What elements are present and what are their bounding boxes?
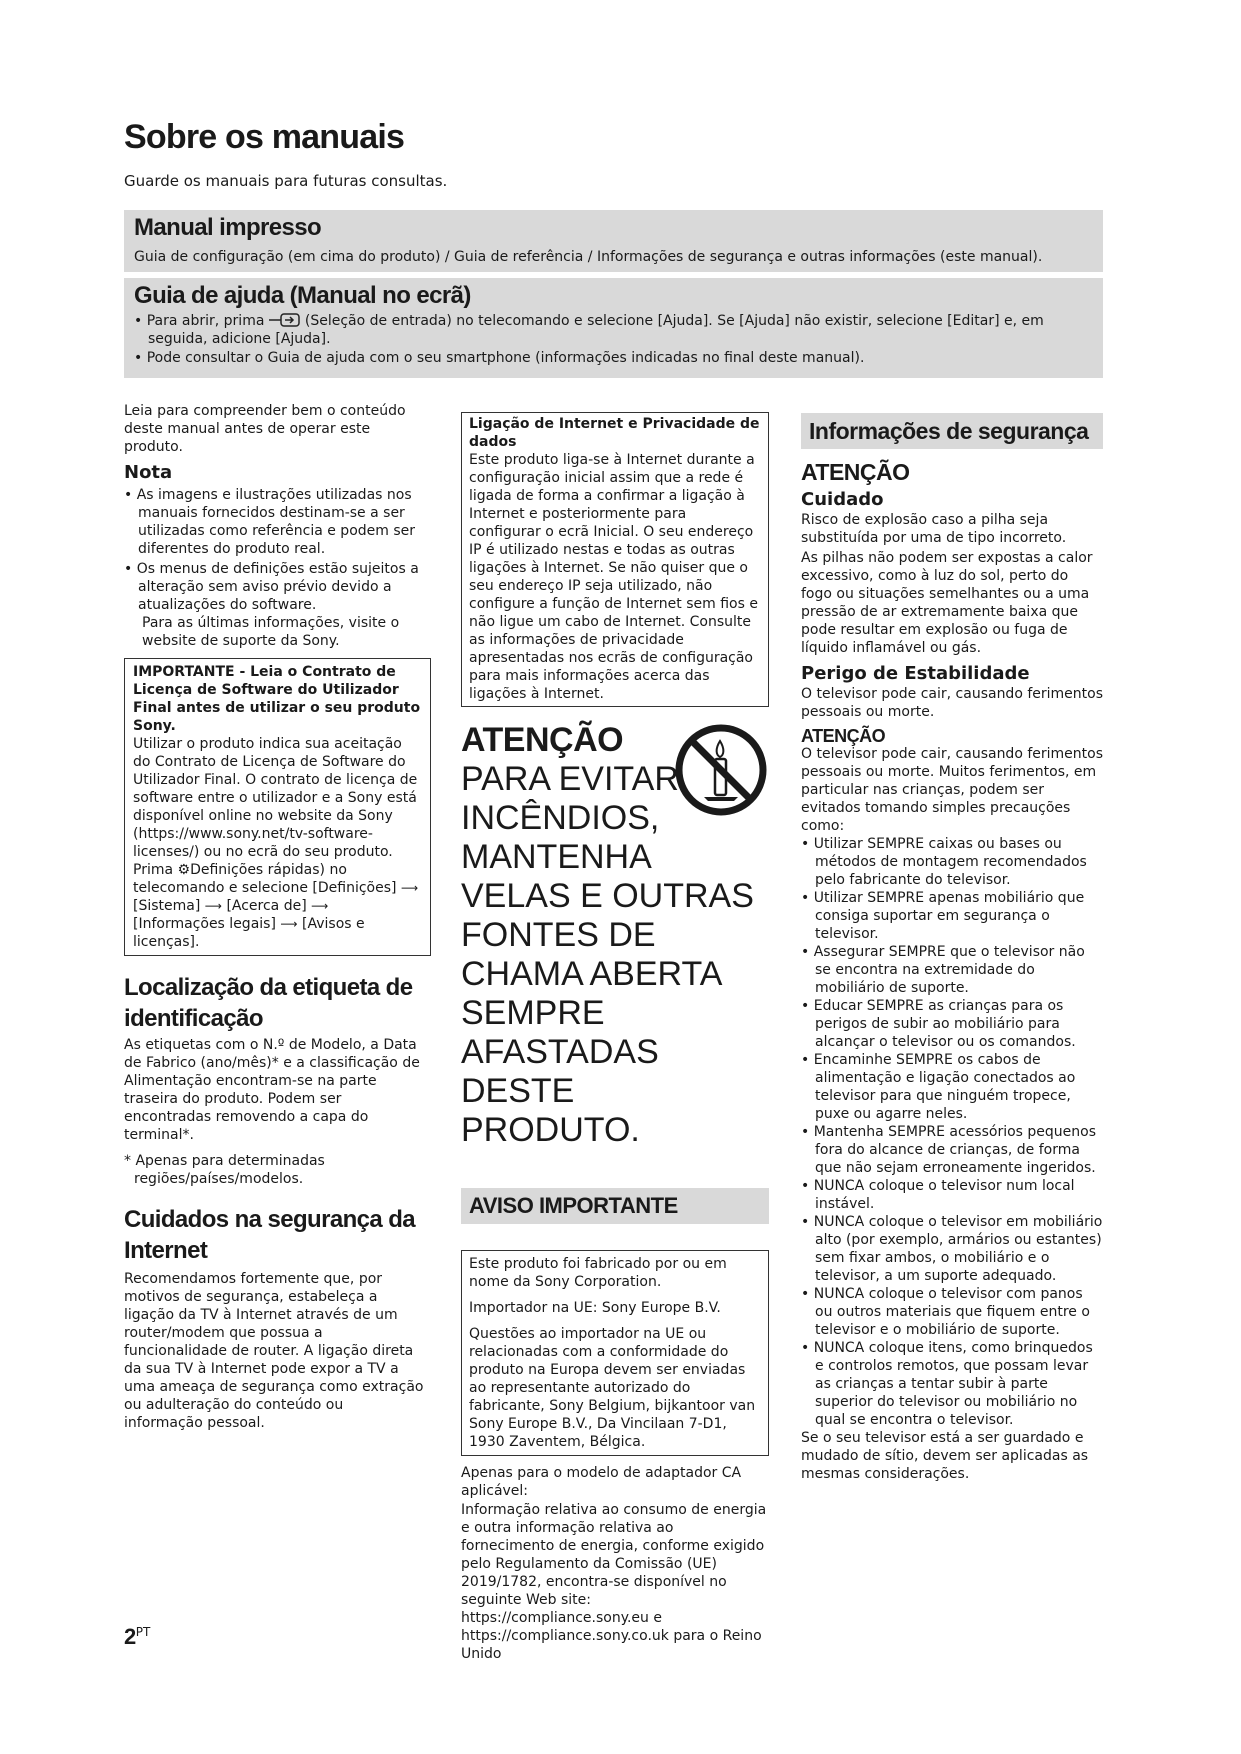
- list-item: • Educar SEMPRE as crianças para os perigos de subir ao mobiliário para alcançar o televisor ou os comandos.: [801, 997, 1103, 1051]
- page-subtitle: Guarde os manuais para futuras consultas.: [124, 172, 448, 190]
- arrow-icon: ⟶: [280, 917, 298, 931]
- license-box: [124, 658, 431, 956]
- page-number: [124, 1624, 150, 1650]
- help-guide-band: [124, 278, 1103, 378]
- list-item: • NUNCA coloque o televisor em mobiliário alto (por exemplo, armários ou estantes) sem fixar ambos, o mobiliário e o televisor, a um suporte adequado.: [801, 1213, 1103, 1285]
- list-item: • NUNCA coloque itens, como brinquedos e controlos remotos, que possam levar as crianças a tentar subir à parte superior do televisor ou mobiliário no qual se encontra o televisor.: [801, 1339, 1103, 1429]
- help-bullet-open: • Para abrir, prima (Seleção de entrada) no telecomando e selecione [Ajuda]. Se [Ajuda] não existir, selecione [Editar] e, em seguida, adicione [Ajuda].: [134, 312, 1089, 348]
- label-location-text: As etiquetas com o N.º de Modelo, a Data de Fabrico (ano/mês)* e a classificação de Alimentação encontram-se na parte traseira do produto. Podem ser encontradas removendo a capa do terminal*.: [124, 1037, 420, 1143]
- list-item: • Encaminhe SEMPRE os cabos de alimentação e ligação conectados ao televisor para que ninguém tropece, puxe ou agarre neles.: [801, 1051, 1103, 1123]
- gear-icon: ⚙: [177, 862, 191, 878]
- column-3: [801, 413, 1103, 1483]
- closing-text: Se o seu televisor está a ser guardado e mudado de sítio, devem ser aplicadas as mesmas considerações.: [801, 1430, 1089, 1482]
- stability-heading: Perigo de Estabilidade: [801, 663, 1030, 684]
- column-2: [461, 412, 769, 1663]
- adapter-text-1: Apenas para o modelo de adaptador CA aplicável:: [461, 1465, 742, 1499]
- input-select-icon: [269, 312, 305, 328]
- arrow-icon: ⟶: [400, 881, 419, 895]
- page-number-value: 2: [124, 1624, 136, 1649]
- warning-text-2: O televisor pode cair, causando ferimentos pessoais ou morte. Muitos ferimentos, em particular nas crianças, podem ser evitados tomando simples precauções como:: [801, 746, 1103, 834]
- caution-text-2: As pilhas não podem ser expostas a calor excessivo, como à luz do sol, perto do fogo ou situações semelhantes ou a uma pressão de ar extremamente baixa que pode resultar em explosão ou fuga de líquido inflamável ou gás.: [801, 550, 1093, 656]
- caution-text-1: Risco de explosão caso a pilha seja substituída por uma de tipo incorreto.: [801, 512, 1067, 546]
- list-item: • NUNCA coloque o televisor num local instável.: [801, 1177, 1103, 1213]
- privacy-heading: Ligação de Internet e Privacidade de dados: [469, 416, 760, 450]
- page-number-lang: PT: [135, 1625, 151, 1639]
- important-notice-heading: AVISO IMPORTANTE: [469, 1193, 678, 1218]
- label-location-footnote: * Apenas para determinadas regiões/países/modelos.: [124, 1153, 325, 1187]
- warning-label-2: ATENÇÃO: [801, 726, 886, 746]
- importer-text-2: Importador na UE: Sony Europe B.V.: [469, 1300, 721, 1316]
- help-bullet-smartphone: • Pode consultar o Guia de ajuda com o seu smartphone (informações indicadas no final deste manual).: [134, 349, 1089, 367]
- list-item: • Assegurar SEMPRE que o televisor não se encontra na extremidade do mobiliário de suporte.: [801, 943, 1103, 997]
- column-1: [124, 402, 424, 1432]
- internet-safety-text: Recomendamos fortemente que, por motivos de segurança, estabeleça a ligação da TV à Internet através de um router/modem que possua a funcionalidade de router. A ligação direta da sua TV à Internet pode expor a TV a uma ameaça de segurança como extração ou adulteração do conteúdo ou informação pessoal.: [124, 1271, 424, 1431]
- list-item: • Mantenha SEMPRE acessórios pequenos fora do alcance de crianças, de forma que não sejam erroneamente ingeridos.: [801, 1123, 1103, 1177]
- privacy-text: Este produto liga-se à Internet durante a configuração inicial assim que a rede é ligada de forma a confirmar a ligação à Internet e posteriormente para configurar o ecrã Inicial. O seu endereço IP é utilizado nestas e todas as outras ligações à Internet. Se não quiser que o seu endereço IP seja utilizado, não configure a função de Internet sem fios e não ligue um cabo de Internet. Consulte as informações de privacidade apresentadas nos ecrãs de configuração para mais informações acerca das ligações à Internet.: [469, 452, 758, 702]
- internet-safety-heading: Cuidados na segurança da Internet: [124, 1206, 416, 1264]
- importer-text-3: Questões ao importador na UE ou relacionadas com a conformidade do produto na Europa devem ser enviadas ao representante autorizado do fabricante, Sony Belgium, bijkantoor van Sony Europe B.V., Da Vincilaan 7-D1, 1930 Zaventem, Bélgica.: [469, 1326, 756, 1450]
- stability-text: O televisor pode cair, causando ferimentos pessoais ou morte.: [801, 686, 1103, 720]
- safety-info-band: [801, 413, 1103, 449]
- safety-info-heading: Informações de segurança: [809, 418, 1089, 444]
- page-title: Sobre os manuais: [124, 118, 405, 156]
- no-candle-icon: [674, 723, 768, 817]
- printed-manual-heading: Manual impresso: [134, 214, 322, 241]
- adapter-text-2: Informação relativa ao consumo de energia e outra informação relativa ao fornecimento de energia, conforme exigido pelo Regulamento da Comissão (UE) 2019/1782, encontra-se disponível no seguinte Web site: https://compliance.sony.eu e https://compliance.sony.co.uk para o Reino Unido: [461, 1502, 767, 1662]
- caution-heading: Cuidado: [801, 489, 884, 510]
- list-item: • NUNCA coloque o televisor com panos ou outros materiais que fiquem entre o televisor e o mobiliário de suporte.: [801, 1285, 1103, 1339]
- importer-text-1: Este produto foi fabricado por ou em nome da Sony Corporation.: [469, 1256, 727, 1290]
- intro-text: Leia para compreender bem o conteúdo deste manual antes de operar este produto.: [124, 403, 406, 455]
- fire-warning: [461, 721, 769, 1150]
- arrow-icon: ⟶: [311, 899, 329, 913]
- note-heading: Nota: [124, 462, 173, 483]
- warning-label: ATENÇÃO: [801, 459, 910, 485]
- license-text: Utilizar o produto indica sua aceitação do Contrato de Licença de Software do Utilizador Final. O contrato de licença de software entre o utilizador e a Sony está disponível online no website da Sony (https://www.sony.net/tv-software-licenses/) ou no ecrã do seu produto. Prima ⚙Definições rápidas) no telecomando e selecione [Definições] ⟶ [Sistema] ⟶ [Acerca de] ⟶ [Informações legais] ⟶ [Avisos e licenças].: [133, 736, 419, 950]
- important-notice-band: [461, 1188, 769, 1224]
- privacy-box: [461, 412, 769, 707]
- printed-manual-text: Guia de configuração (em cima do produto) / Guia de referência / Informações de segurança e outras informações (este manual).: [134, 249, 1043, 265]
- label-location-heading: Localização da etiqueta de identificação: [124, 974, 413, 1032]
- list-item: • Utilizar SEMPRE apenas mobiliário que consiga suportar em segurança o televisor.: [801, 889, 1103, 943]
- license-heading: IMPORTANTE - Leia o Contrato de Licença de Software do Utilizador Final antes de utilizar o seu produto Sony.: [133, 664, 421, 734]
- list-item: • Utilizar SEMPRE caixas ou bases ou métodos de montagem recomendados pelo fabricante do televisor.: [801, 835, 1103, 889]
- precaution-list: [801, 835, 1103, 1429]
- fire-warning-title: ATENÇÃO: [461, 721, 624, 759]
- printed-manual-band: [124, 210, 1103, 272]
- fire-warning-text: PARA EVITAR INCÊNDIOS, MANTENHA VELAS E OUTRAS FONTES DE CHAMA ABERTA SEMPRE AFASTADAS DESTE PRODUTO.: [461, 760, 754, 1149]
- importer-box: [461, 1250, 769, 1456]
- arrow-icon: ⟶: [204, 899, 222, 913]
- help-guide-heading: Guia de ajuda (Manual no ecrã): [134, 282, 471, 309]
- note-item-1: • As imagens e ilustrações utilizadas nos manuais fornecidos destinam-se a ser utilizadas como referência e podem ser diferentes do produto real.: [124, 486, 424, 558]
- note-item-2-extra: Para as últimas informações, visite o website de suporte da Sony.: [142, 615, 400, 649]
- note-item-2: • Os menus de definições estão sujeitos a alteração sem aviso prévio devido a atualizações do software.: [124, 560, 424, 614]
